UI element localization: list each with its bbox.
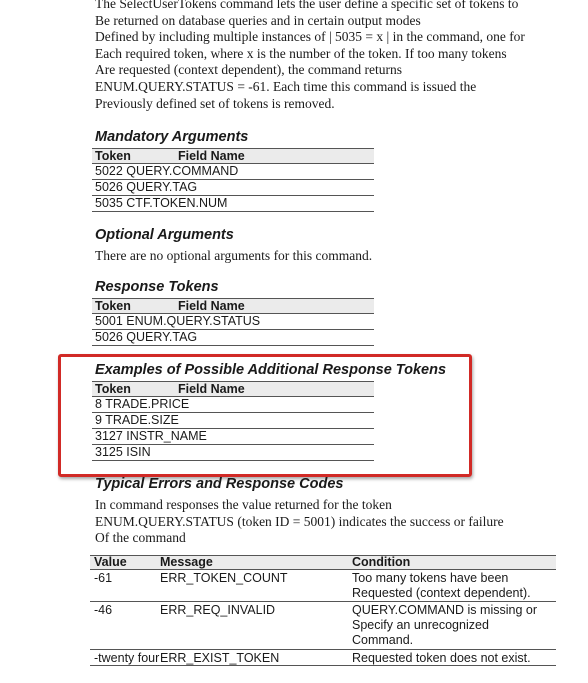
error-condition xyxy=(352,603,537,648)
intro-line: Previously defined set of tokens is removed. xyxy=(95,95,335,111)
token-column-header: Token xyxy=(95,149,131,163)
intro-paragraph xyxy=(95,0,565,112)
examples-table xyxy=(92,381,374,461)
condition-line: Requested (context dependent). xyxy=(352,586,531,600)
table-row: 3125 ISIN xyxy=(92,445,374,461)
table-row: 5001 ENUM.QUERY.STATUS xyxy=(92,314,374,330)
error-value: -twenty four xyxy=(94,651,160,665)
table-header xyxy=(92,381,374,397)
token-column-header: Token xyxy=(95,382,131,396)
errors-text-line: ENUM.QUERY.STATUS (token ID = 5001) indicates the success or failure xyxy=(95,513,504,529)
table-row xyxy=(90,570,556,602)
token-column-header: Token xyxy=(95,299,131,313)
field-name-column-header: Field Name xyxy=(178,149,245,163)
condition-column-header: Condition xyxy=(352,555,411,569)
condition-line: Specify an unrecognized xyxy=(352,618,489,632)
intro-line: Be returned on database queries and in certain output modes xyxy=(95,12,421,28)
optional-text-line: There are no optional arguments for this command. xyxy=(95,248,373,263)
intro-line: Are requested (context dependent), the command returns xyxy=(95,62,403,78)
intro-line: The SelectUserTokens command lets the user define a specific set of tokens to xyxy=(95,0,519,11)
field-name-column-header: Field Name xyxy=(178,299,245,313)
condition-line: Command. xyxy=(352,633,414,647)
table-header xyxy=(92,148,374,164)
error-message: ERR_REQ_INVALID xyxy=(160,603,276,617)
error-message: ERR_TOKEN_COUNT xyxy=(160,571,288,585)
optional-arguments-heading: Optional Arguments xyxy=(95,227,234,243)
errors-heading: Typical Errors and Response Codes xyxy=(95,476,344,492)
errors-text-line: In command responses the value returned for the token xyxy=(95,497,392,512)
condition-line: Too many tokens have been xyxy=(352,571,509,585)
table-row: 5035 CTF.TOKEN.NUM xyxy=(92,196,374,212)
errors-text-line: Of the command xyxy=(95,530,186,546)
table-row: 3127 INSTR_NAME xyxy=(92,429,374,445)
intro-line: Defined by including multiple instances of | 5035 = x | in the command, one for xyxy=(95,29,525,45)
table-row: 5022 QUERY.COMMAND xyxy=(92,164,374,180)
response-tokens-heading: Response Tokens xyxy=(95,279,219,295)
errors-table-header xyxy=(90,555,556,570)
errors-table xyxy=(90,555,556,666)
examples-heading: Examples of Possible Additional Response Tokens xyxy=(95,362,447,378)
mandatory-arguments-table xyxy=(92,148,374,212)
errors-paragraph xyxy=(95,497,504,547)
table-row: 9 TRADE.SIZE xyxy=(92,413,374,429)
intro-line: ENUM.QUERY.STATUS = -61. Each time this command is issued the xyxy=(95,78,477,94)
table-header xyxy=(92,298,374,314)
condition-line: Requested token does not exist. xyxy=(352,651,531,665)
value-column-header: Value xyxy=(94,555,127,569)
intro-line: Each required token, where x is the number of the token. If too many tokens xyxy=(95,45,507,61)
error-value: -46 xyxy=(94,603,113,617)
error-condition xyxy=(352,651,531,666)
table-row: 5026 QUERY.TAG xyxy=(92,330,374,346)
table-row: 5026 QUERY.TAG xyxy=(92,180,374,196)
table-row: 8 TRADE.PRICE xyxy=(92,397,374,413)
response-tokens-table xyxy=(92,298,374,346)
optional-arguments-text xyxy=(95,248,372,265)
error-condition xyxy=(352,571,531,601)
condition-line: QUERY.COMMAND is missing or xyxy=(352,603,537,617)
mandatory-arguments-heading: Mandatory Arguments xyxy=(95,129,249,145)
error-value: -61 xyxy=(94,571,113,585)
error-message: ERR_EXIST_TOKEN xyxy=(160,651,280,665)
message-column-header: Message xyxy=(160,555,213,569)
table-row xyxy=(90,602,556,650)
table-row xyxy=(90,650,556,666)
field-name-column-header: Field Name xyxy=(178,382,245,396)
